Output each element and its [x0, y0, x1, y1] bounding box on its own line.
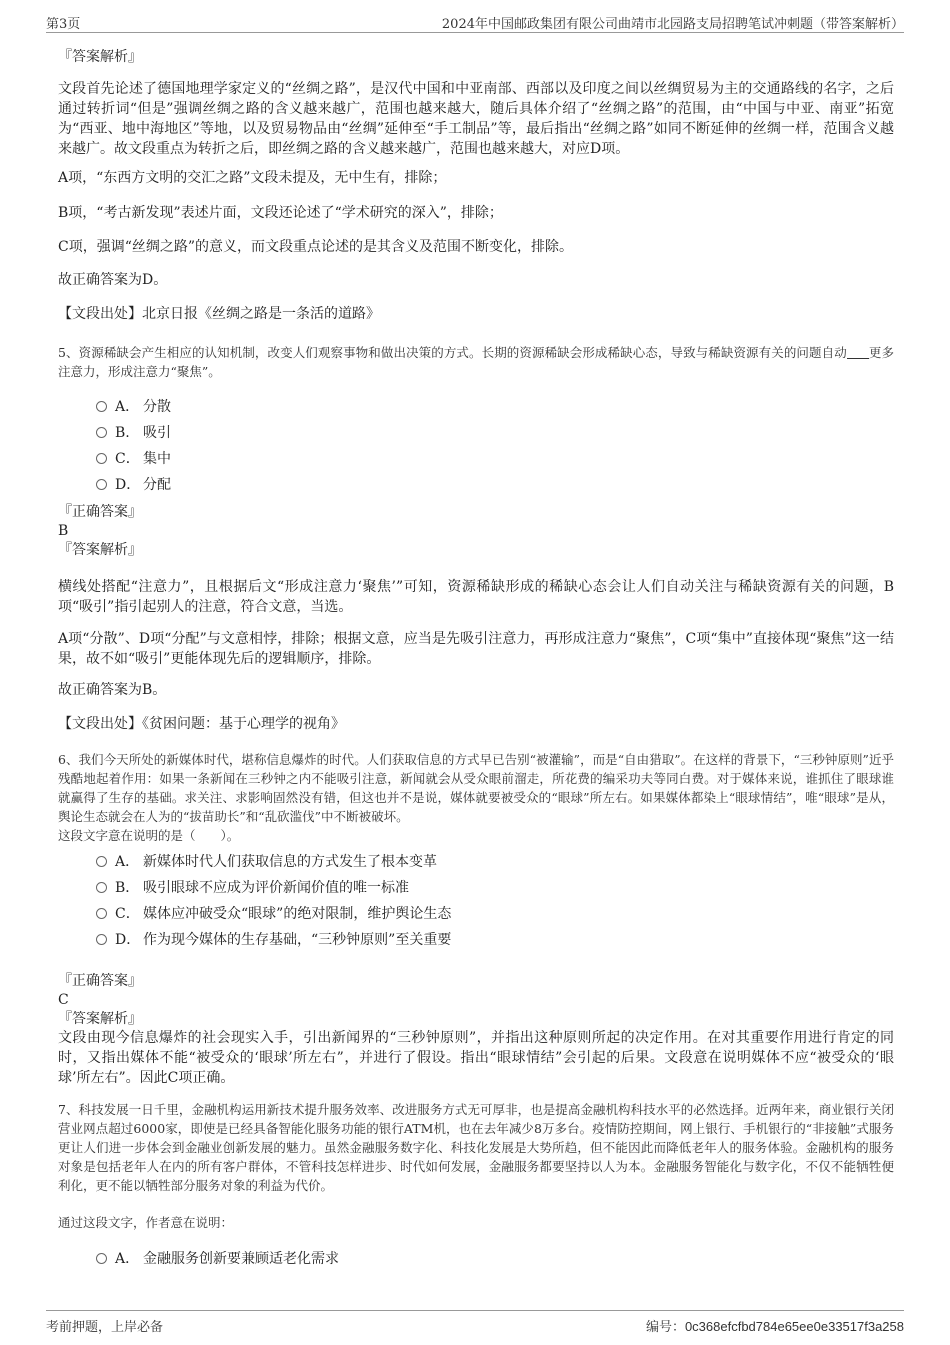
- question-5-answer-block: [58, 503, 894, 560]
- question-5-source-block: [58, 714, 894, 734]
- option-letter: B.: [115, 425, 130, 441]
- document-id-value: 0c368efcfbd784e65ee0e33517f3a258: [684, 1319, 904, 1334]
- question-7-stem: 7、科技发展一日千里，金融机构运用新技术提升服务效率、改进服务方式无可厚非，也是提高金融机构科技水平的必然选择。近两年来，商业银行关闭营业网点超过6000家，即使是已经具备智能化服务功能的银行ATM机，也在去年减少8万多台。疫情防控期间，网上银行、手机银行的“非接触”式服务更让人们进一步体会到金融业创新发展的魅力。虽然金融服务数字化、科技化发展是大势所趋，但不能因此而降低老年人的服务体验。金融机构的服务对象是包括老年人在内的所有客户群体，不管科技怎样进步、时代如何发展，金融服务都要坚持以人为本。金融服务智能化与数字化，不仅不能牺牲便利化，更不能以牺牲部分服务对象的利益为代价。: [58, 1102, 894, 1193]
- footer-slogan: 考前押题，上岸必备: [46, 1320, 164, 1335]
- radio-icon[interactable]: [96, 856, 107, 867]
- analysis-text: 文段首先论述了德国地理学家定义的“丝绸之路”，是汉代中国和中亚南部、西部以及印度之间以丝绸贸易为主的交通路线的名字，之后通过转折词“但是”强调丝绸之路的含义越来越广，范围也越来越大，随后具体介绍了“丝绸之路”的范围，由“中国与中亚、南亚”拓宽为“西亚、地中海地区”等地，以及贸易物品由“丝绸”延伸至“手工制品”等，最后指出“丝绸之路”如同不断延伸的丝绸一样，范围含义越来越广。故文段重点为转折之后，即丝绸之路的含义越来越广，范围也越来越大，对应D项。: [58, 81, 894, 157]
- analysis-label: 『答案解析』: [58, 542, 142, 558]
- fill-blank: [847, 346, 869, 359]
- option-letter: C．: [115, 906, 140, 922]
- question-6-answer-block: [58, 972, 894, 1029]
- question-7-prompt: 通过这段文字，作者意在说明：: [58, 1215, 234, 1230]
- option-c-explanation: C项，强调“丝绸之路”的意义，而文段重点论述的是其含义及范围不断变化，排除。: [58, 239, 574, 255]
- question-5-analysis-2-block: [58, 629, 894, 669]
- option-a-explanation-block: [58, 168, 894, 188]
- option-text: 新媒体时代人们获取信息的方式发生了根本变革: [143, 854, 437, 870]
- option-letter: D．: [115, 932, 141, 948]
- option-text: 媒体应冲破受众“眼球”的绝对限制，维护舆论生态: [143, 906, 452, 922]
- document-id: [646, 1316, 904, 1335]
- question-6-option-d[interactable]: [96, 930, 451, 950]
- option-letter: C．: [115, 451, 140, 467]
- option-b-explanation: B项，“考古新发现”表述片面，文段还论述了“学术研究的深入”，排除；: [58, 205, 503, 221]
- question-6-option-b[interactable]: [96, 878, 409, 898]
- question-5-stem-after: 更多注意力，形成注意力“聚焦”。: [58, 345, 894, 379]
- question-7-prompt-block: [58, 1213, 894, 1232]
- radio-icon[interactable]: [96, 427, 107, 438]
- analysis-label: 『答案解析』: [58, 1011, 142, 1027]
- radio-icon[interactable]: [96, 453, 107, 464]
- question-5-stem-block: [58, 343, 894, 381]
- option-letter: A．: [115, 1251, 140, 1267]
- radio-icon[interactable]: [96, 479, 107, 490]
- radio-icon[interactable]: [96, 882, 107, 893]
- question-7-stem-block: [58, 1100, 894, 1195]
- question-5-analysis-1: 横线处搭配“注意力”，且根据后文“形成注意力‘聚焦’”可知，资源稀缺形成的稀缺心态会让人们自动关注与稀缺资源有关的问题，B项“吸引”指引起别人的注意，符合文意，当选。: [58, 579, 894, 615]
- question-5-stem: [58, 343, 894, 381]
- question-6-stem: 6、我们今天所处的新媒体时代，堪称信息爆炸的时代。人们获取信息的方式早已告别“被灌输”，而是“自由猎取”。在这样的背景下，“三秒钟原则”近乎残酷地起着作用：如果一条新闻在三秒钟之内不能吸引注意，新闻就会从受众眼前溜走，所花费的编采功夫等同白费。对于媒体来说，谁抓住了眼球谁就赢得了生存的基础。求关注、求影响固然没有错，但这也并不是说，媒体就要被受众的“眼球”所左右。如果媒体都染上“眼球情结”，唯“眼球”是从，舆论生态就会在人为的“拔苗助长”和“乱砍滥伐”中不断被破坏。: [58, 752, 894, 824]
- question-5-stem-before: 5、资源稀缺会产生相应的认知机制，改变人们观察事物和做出决策的方式。长期的资源稀缺会形成稀缺心态，导致与稀缺资源有关的问题自动: [58, 345, 847, 360]
- answer-label: 『正确答案』: [58, 973, 142, 989]
- question-5-analysis-2: A项“分散”、D项“分配”与文意相悖，排除；根据文意，应当是先吸引注意力，再形成注意力“聚焦”，C项“集中”直接体现“聚焦”这一结果，故不如“吸引”更能体现先后的逻辑顺序，排除。: [58, 631, 894, 667]
- option-a-explanation: A项，“东西方文明的交汇之路”文段未提及，无中生有，排除；: [58, 170, 447, 186]
- option-text: 集中: [143, 451, 171, 467]
- question-6-analysis: 文段由现今信息爆炸的社会现实入手，引出新闻界的“三秒钟原则”，并指出这种原则所起的决定作用。在对其重要作用进行肯定的同时，又指出媒体不能“被受众的‘眼球’所左右”，并进行了假设。指出“眼球情结”会引起的后果。文段意在说明媒体不应“被受众的‘眼球’所左右”。因此C项正确。: [58, 1030, 894, 1086]
- question-6-prompt: 这段文字意在说明的是（ ）。: [58, 828, 240, 843]
- question-5-conclusion-block: [58, 680, 894, 700]
- answer-value: C: [58, 992, 69, 1008]
- question-7-option-a[interactable]: [96, 1249, 339, 1269]
- prev-analysis-block: [58, 79, 894, 159]
- source-block: [58, 304, 894, 324]
- conclusion-block: [58, 270, 894, 290]
- option-text: 作为现今媒体的生存基础，“三秒钟原则”至关重要: [143, 932, 452, 948]
- question-5-option-a[interactable]: [96, 397, 171, 417]
- radio-icon[interactable]: [96, 1253, 107, 1264]
- source-citation: 【文段出处】北京日报《丝绸之路是一条活的道路》: [58, 306, 380, 322]
- question-5-option-d[interactable]: [96, 475, 171, 495]
- option-text: 吸引: [143, 425, 171, 441]
- page-header: [46, 10, 904, 33]
- option-letter: A．: [115, 854, 140, 870]
- prev-analysis-label-block: [58, 48, 894, 67]
- option-text: 分配: [143, 477, 171, 493]
- question-5-source: 【文段出处】《贫困问题：基于心理学的视角》: [58, 716, 345, 732]
- radio-icon[interactable]: [96, 401, 107, 412]
- document-id-label: 编号：: [645, 1320, 685, 1335]
- question-5-analysis-1-block: [58, 577, 894, 617]
- question-5-option-b[interactable]: [96, 423, 171, 443]
- question-6-analysis-block: [58, 1028, 894, 1088]
- option-c-explanation-block: [58, 237, 894, 257]
- question-5-option-c[interactable]: [96, 449, 171, 469]
- option-letter: D．: [115, 477, 141, 493]
- question-6-option-c[interactable]: [96, 904, 451, 924]
- answer-value: B: [58, 523, 69, 539]
- question-6-stem-block: [58, 750, 894, 845]
- option-b-explanation-block: [58, 203, 894, 223]
- radio-icon[interactable]: [96, 908, 107, 919]
- option-letter: A．: [115, 399, 140, 415]
- conclusion: 故正确答案为D。: [58, 272, 168, 288]
- question-5-conclusion: 故正确答案为B。: [58, 682, 167, 698]
- option-text: 金融服务创新要兼顾适老化需求: [143, 1251, 339, 1267]
- page-number: 第3页: [46, 17, 81, 32]
- option-letter: B．: [115, 880, 140, 896]
- analysis-label: 『答案解析』: [58, 49, 142, 65]
- option-text: 吸引眼球不应成为评价新闻价值的唯一标准: [143, 880, 409, 896]
- page-footer: [46, 1310, 904, 1335]
- question-6-option-a[interactable]: [96, 852, 437, 872]
- answer-label: 『正确答案』: [58, 504, 142, 520]
- document-title: 2024年中国邮政集团有限公司曲靖市北园路支局招聘笔试冲刺题（带答案解析）: [441, 17, 904, 32]
- radio-icon[interactable]: [96, 934, 107, 945]
- option-text: 分散: [143, 399, 171, 415]
